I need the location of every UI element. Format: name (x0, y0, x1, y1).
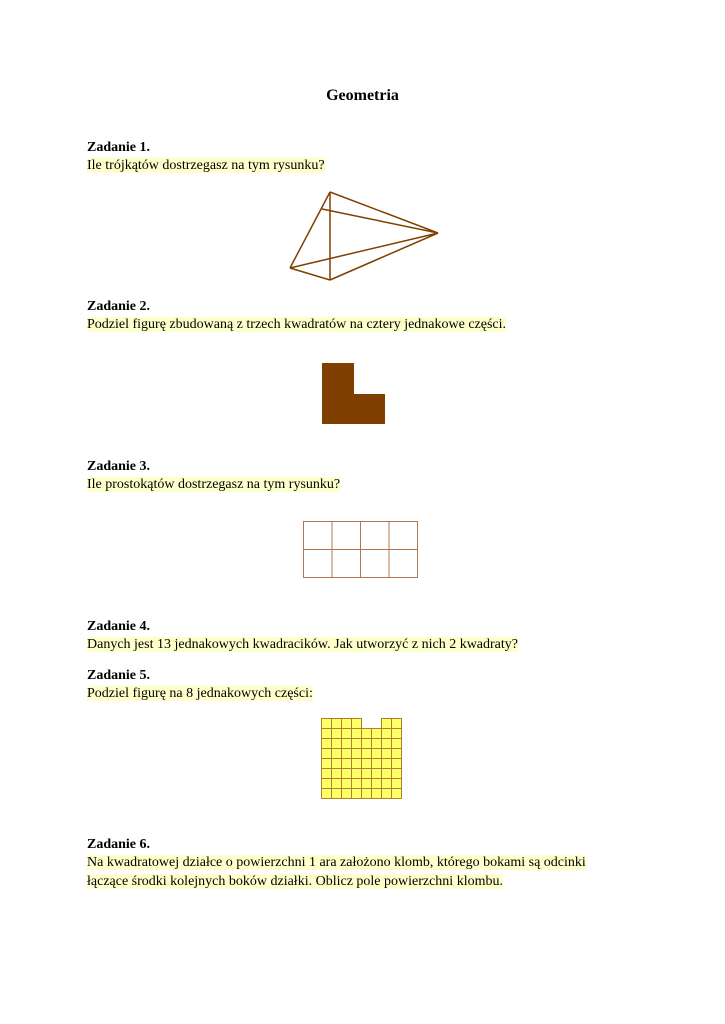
grid-cell (382, 789, 392, 799)
grid-cell (382, 729, 392, 739)
task-1-text-highlight: Ile trójkątów dostrzegasz na tym rysunku? (87, 158, 325, 173)
grid-cell (342, 719, 352, 729)
task-6-text-line2: łączące środki kolejnych boków działki. Oblicz pole powierzchni klombu. (87, 874, 503, 889)
task-2-text-highlight: Podziel figurę zbudowaną z trzech kwadratów na cztery jednakowe części. (87, 317, 507, 332)
triangle-edge (322, 209, 438, 233)
grid-cell (332, 789, 342, 799)
grid-cell (342, 729, 352, 739)
grid-cell (342, 759, 352, 769)
task-4-heading: Zadanie 4. (87, 619, 151, 634)
grid-cell (372, 789, 382, 799)
triangle-edge (290, 233, 438, 268)
grid-cell (342, 739, 352, 749)
grid-cell (382, 749, 392, 759)
task-3-heading: Zadanie 3. (87, 459, 151, 474)
grid-cell (372, 749, 382, 759)
grid-cell (382, 739, 392, 749)
grid-cell (332, 759, 342, 769)
grid-cell (352, 739, 362, 749)
grid-cell (322, 769, 332, 779)
task-4-text (87, 635, 518, 654)
grid-cell (332, 729, 342, 739)
grid-cell (352, 749, 362, 759)
grid-cell (342, 769, 352, 779)
grid-cell (362, 789, 372, 799)
grid-cell (362, 739, 372, 749)
grid-cell (332, 739, 342, 749)
grid-cell (362, 749, 372, 759)
grid-cell (372, 759, 382, 769)
grid-cell (362, 779, 372, 789)
grid-cell (332, 749, 342, 759)
grid-cell (332, 719, 342, 729)
grid-cell (392, 719, 402, 729)
grid-cell (362, 759, 372, 769)
grid-cell (392, 739, 402, 749)
grid-cell (352, 759, 362, 769)
task-4-text-highlight: Danych jest 13 jednakowych kwadracików. Jak utworzyć z nich 2 kwadraty? (87, 637, 518, 652)
grid-cell (352, 779, 362, 789)
grid-cell (382, 719, 392, 729)
grid-cell (342, 749, 352, 759)
grid-cell (322, 759, 332, 769)
grid-cell (392, 749, 402, 759)
task-6-heading: Zadanie 6. (87, 837, 151, 852)
grid-cell (352, 729, 362, 739)
grid-cell (372, 739, 382, 749)
grid-cell (352, 769, 362, 779)
grid-cell (392, 789, 402, 799)
grid-cell (352, 789, 362, 799)
grid-cell (392, 779, 402, 789)
task-6-text-line1: Na kwadratowej działce o powierzchni 1 ara założono klomb, którego bokami są odcinki (87, 855, 586, 870)
task-3-text-highlight: Ile prostokątów dostrzegasz na tym rysunku? (87, 477, 341, 492)
task-2-text (87, 315, 506, 334)
grid-cell (322, 739, 332, 749)
grid-cell (332, 779, 342, 789)
grid-cell (322, 779, 332, 789)
grid-cell (362, 729, 372, 739)
l-shape-figure (322, 363, 386, 425)
rectangles-grid (303, 521, 419, 579)
grid-cell (372, 729, 382, 739)
task-6-text (87, 853, 586, 891)
triangle-edge (290, 192, 330, 268)
grid-cell (362, 769, 372, 779)
triangles-figure (285, 188, 445, 283)
grid-cell (392, 729, 402, 739)
notched-grid-figure (321, 718, 402, 799)
triangle-edge (330, 233, 438, 280)
grid-cell (342, 779, 352, 789)
grid-cell (382, 769, 392, 779)
grid-cell (342, 789, 352, 799)
grid-cell (392, 759, 402, 769)
grid-cell (322, 749, 332, 759)
task-5-text-highlight: Podziel figurę na 8 jednakowych części: (87, 686, 313, 701)
grid-cell (372, 779, 382, 789)
grid-cell (332, 769, 342, 779)
task-3-text (87, 475, 340, 494)
task-5-heading: Zadanie 5. (87, 668, 151, 683)
task-1-heading: Zadanie 1. (87, 140, 151, 155)
grid-cell (352, 719, 362, 729)
grid-cell (382, 779, 392, 789)
page-title: Geometria (326, 87, 399, 104)
task-1-text (87, 156, 325, 175)
grid-cell (322, 789, 332, 799)
triangle-edge (290, 268, 330, 280)
task-5-text (87, 684, 313, 703)
grid-cell (322, 729, 332, 739)
grid-cell (382, 759, 392, 769)
l-shape (322, 363, 385, 424)
grid-cell (372, 769, 382, 779)
task-2-heading: Zadanie 2. (87, 299, 151, 314)
triangle-edge (330, 192, 438, 233)
grid-cell (322, 719, 332, 729)
grid-cell (392, 769, 402, 779)
